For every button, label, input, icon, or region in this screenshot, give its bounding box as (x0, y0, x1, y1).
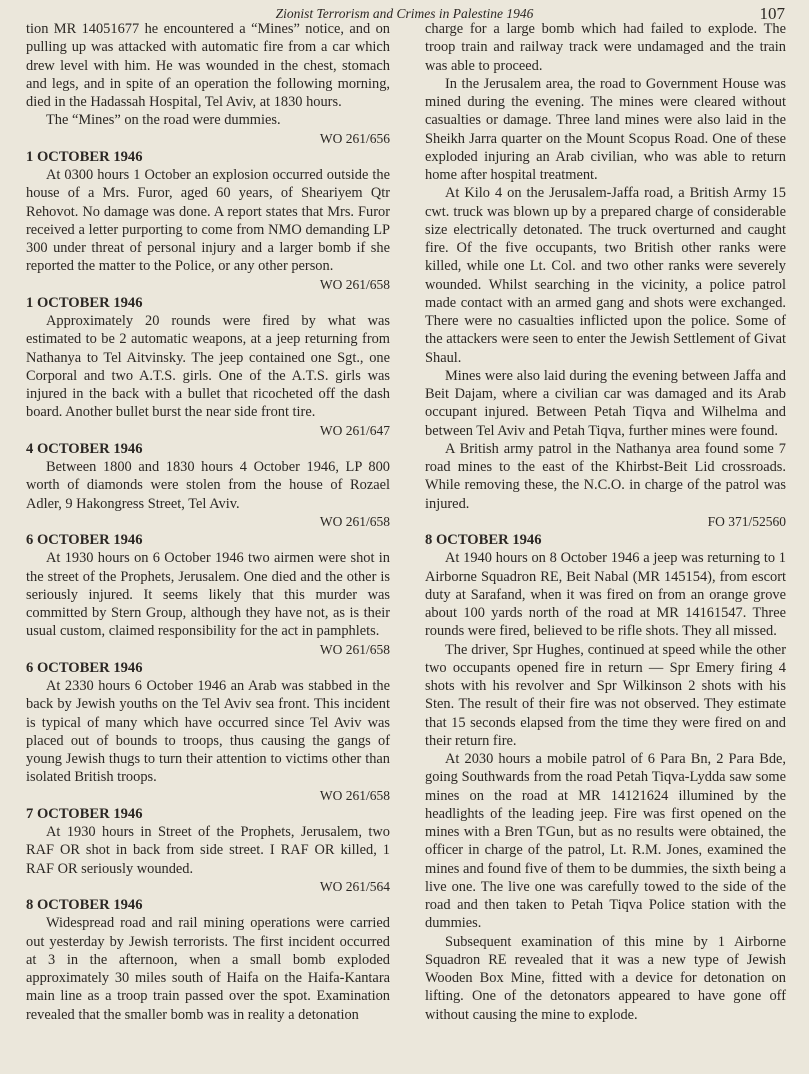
paragraph: charge for a large bomb which had failed to explode. The troop train and railway track were undamaged and the train was able to proceed. (425, 21, 786, 74)
paragraph: At 1940 hours on 8 October 1946 a jeep was returning to 1 Airborne Squadron RE, Beit Nabal (MR 145154), from escort duty at Sarafand, when it was fired on from an orange grove about 100 yards north of the road at MR 14161547. Three rounds were fired, believed to be rifle shots. They all missed. (425, 550, 786, 640)
source-reference: WO 261/658 (319, 513, 390, 529)
paragraph: At 2330 hours 6 October 1946 an Arab was stabbed in the back by Jewish youths on the Tel Aviv sea front. This incident is typical of many which have occurred since Tel Aviv was placed out of bounds to troops, thus causing the gangs of young Jewish thugs to turn their attention to victims other than isolated British troops. (26, 678, 390, 786)
source-reference: WO 261/656 (319, 130, 390, 146)
paragraph: Subsequent examination of this mine by 1 Airborne Squadron RE revealed that it was a new type of Jewish Wooden Box Mine, fitted with a device for detonation on lifting. One of the detonators appeared to have gone off without causing the mine to explode. (425, 933, 786, 1023)
entry-date-heading: 8 OCTOBER 1946 (425, 532, 542, 548)
source-reference: FO 371/52560 (707, 513, 786, 529)
paragraph: In the Jerusalem area, the road to Government House was mined during the evening. The mines were cleared without casualties or damage. Three land mines were also laid in the Sheikh Jarra quarter on the Mount Scopus Road. One of these exploded injuring an Arab civilian, who was able to return home after hospital treatment. (425, 75, 786, 183)
entry-date-heading: 6 OCTOBER 1946 (26, 532, 143, 548)
paragraph: Between 1800 and 1830 hours 4 October 1946, LP 800 worth of diamonds were stolen from the house of Rozael Adler, 9 Hakongress Street, Tel Aviv. (26, 459, 390, 512)
paragraph: Approximately 20 rounds were fired by what was estimated to be 2 automatic weapons, at a jeep returning from Nathanya to Tel Aitvinsky. The jeep contained one Sgt., one Corporal and two A.T.S. girls. One of the A.T.S. girls was injured in the back with a bullet that ricocheted off the dash board. Another bullet burst the near side front tire. (26, 313, 390, 421)
entry-date-heading: 8 OCTOBER 1946 (26, 897, 143, 913)
source-reference: WO 261/658 (319, 641, 390, 657)
paragraph: The driver, Spr Hughes, continued at speed while the other two occupants opened fire in return — Spr Emery firing 4 shots with his revolver and Spr Wilkinson 2 shots with his Sten. The result of their fire was not observed. They estimate that 15 seconds elapsed from the time they were fired on and their return fire. (425, 641, 786, 749)
paragraph: At 0300 hours 1 October an explosion occurred outside the house of a Mrs. Furor, aged 60 years, of Sheariyem Qtr Rehovot. No damage was done. A report states that Mrs. Furor received a letter purporting to come from NMO demanding LP 300 under threat of personal injury and a larger bomb if she reported the matter to the Police, or any other person. (26, 167, 390, 275)
paragraph: At Kilo 4 on the Jerusalem-Jaffa road, a British Army 15 cwt. truck was blown up by a prepared charge of considerable size electrically detonated. The truck overturned and caught fire. Of the five occupants, two British other ranks were killed, while one Lt. Col. and two other ranks were severely wounded. Whilst searching in the vicinity, a police patrol made contact with an armed gang and shots were exchanged. There were no casualties inflicted upon the police. Some of the attackers were seen to enter the Jewish Settlement of Givat Shaul. (425, 185, 786, 366)
source-reference: WO 261/564 (319, 878, 390, 894)
entry-date-heading: 1 OCTOBER 1946 (26, 148, 143, 165)
paragraph: Widespread road and rail mining operations were carried out yesterday by Jewish terrorists. The first incident occurred at 3 in the afternoon, when a small bomb exploded approximately 30 miles south of Haifa on the Haifa-Kantara main line as a troop train passed over the spot. Examination revealed that the smaller bomb was in reality a detonation (26, 915, 390, 1023)
source-reference: WO 261/658 (319, 787, 390, 803)
entry-date-heading: 4 OCTOBER 1946 (26, 440, 143, 457)
paragraph: At 1930 hours on 6 October 1946 two airmen were shot in the street of the Prophets, Jerusalem. One died and the other is seriously injured. It seems likely that this murder was committed by Stern Group, although they have not, as is their usual custom, claimed responsibility for the act in pamphlets. (26, 550, 390, 640)
paragraph: tion MR 14051677 he encountered a “Mines” notice, and on pulling up was attacked with automatic fire from a car which drew level with him. He was wounded in the chest, stomach and legs, and in spite of an operation the following morning, died in the Hadassah Hospital, Tel Aviv, at 1830 hours. (26, 21, 390, 110)
source-reference: WO 261/658 (319, 276, 390, 292)
paragraph: Mines were also laid during the evening between Jaffa and Beit Dajam, where a civilian car was damaged and its Arab occupant injured. Between Petah Tiqva and Wilhelma and between Tel Aviv and Petah Tiqva, further mines were found. (425, 367, 786, 439)
entry-date-heading: 7 OCTOBER 1946 (26, 805, 143, 822)
running-title: Zionist Terrorism and Crimes in Palestine 1946 (275, 6, 534, 21)
paragraph: The “Mines” on the road were dummies. (46, 112, 281, 129)
entry-date-heading: 1 OCTOBER 1946 (26, 294, 143, 311)
paragraph: A British army patrol in the Nathanya area found some 7 road mines to the east of the Khirbst-Beit Lid crossroads. While removing these, the N.C.O. in charge of the patrol was injured. (425, 440, 786, 512)
left-column (26, 20, 390, 1024)
source-reference: WO 261/647 (319, 422, 390, 438)
paragraph: At 1930 hours in Street of the Prophets, Jerusalem, two RAF OR shot in back from side street. I RAF OR killed, 1 RAF OR seriously wounded. (26, 824, 390, 877)
entry-date-heading: 6 OCTOBER 1946 (26, 659, 143, 676)
paragraph: At 2030 hours a mobile patrol of 6 Para Bn, 2 Para Bde, going Southwards from the road Petah Tiqva-Lydda saw some mines on the road at MR 14121624 illumined by the headlights of the leading jeep. Fire was first opened on the mines with a Bren TGun, but as no results were obtained, the officer in charge of the patrol, Lt. R.M. Jones, examined the mines and found five of them to be dummies, the sixth being a live one. The live one was carefully towed to the side of the road and then taken to Petah Tiqva Police station with the dummies. (425, 751, 786, 932)
right-column (425, 20, 786, 1024)
page-number: 107 (759, 4, 785, 23)
